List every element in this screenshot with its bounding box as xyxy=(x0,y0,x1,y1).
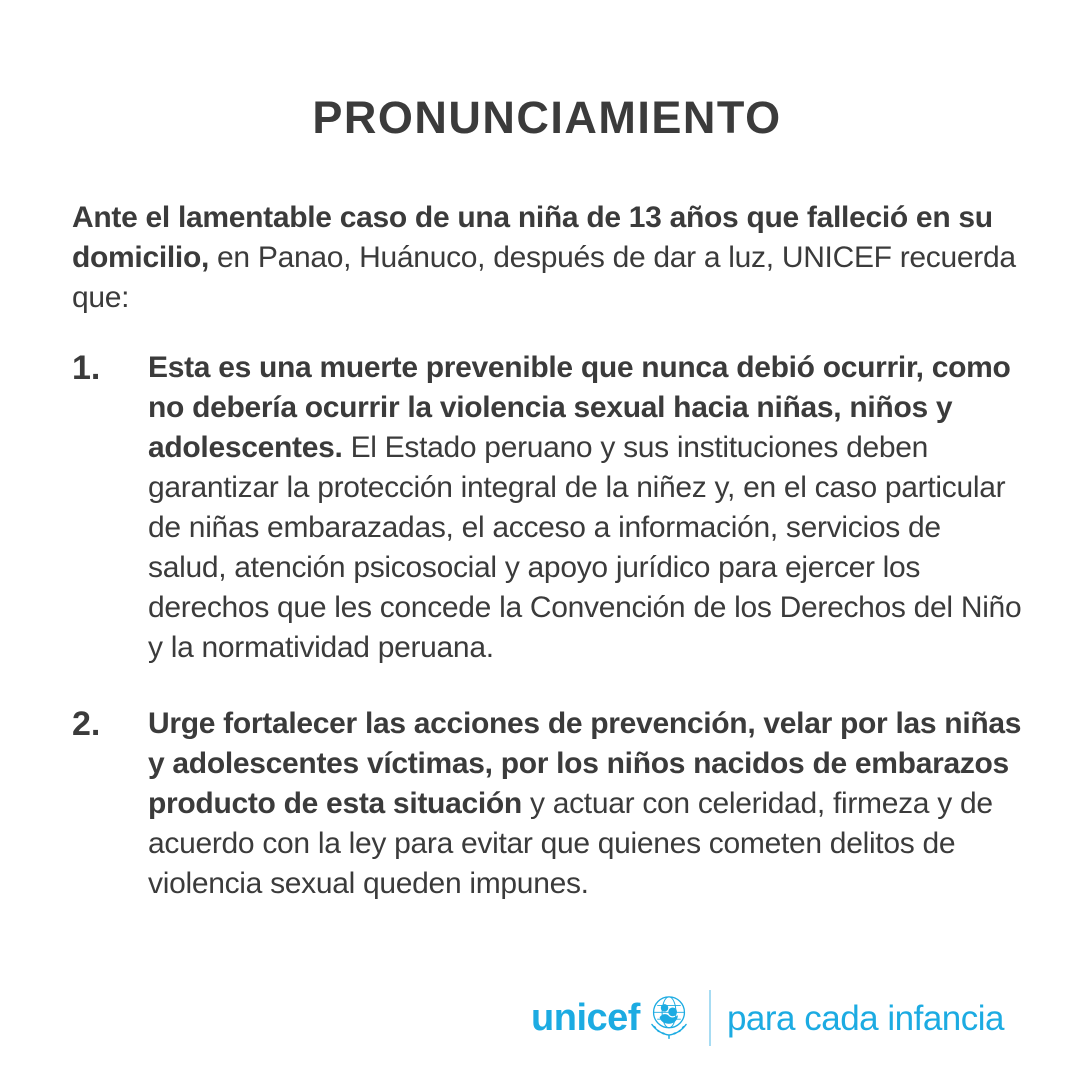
item-2-bold-text: Urge fortalecer las acciones de prevención, velar por las niñas y adolescentes víctimas, por los niños nacidos de embarazos producto de esta situación xyxy=(148,707,1022,820)
item-2-text xyxy=(148,704,1022,904)
item-1-regular-text: El Estado peruano y sus instituciones deben garantizar la protección integral de la niñez y, en el caso particular de niñas embarazadas, el acceso a información, servicios de salud, atención psicosocial y apoyo jurídico para ejercer los derechos que les concede la Convención de los Derechos del Niño y la normatividad peruana. xyxy=(148,431,1022,664)
statement-item-2 xyxy=(72,704,1022,904)
unicef-emblem-icon xyxy=(643,992,695,1044)
logo-divider xyxy=(709,990,711,1046)
item-2-regular-text: y actuar con celeridad, firmeza y de acuerdo con la ley para evitar que quienes cometen delitos de violencia sexual queden impunes. xyxy=(148,787,993,900)
page-title: PRONUNCIAMIENTO xyxy=(312,92,782,143)
intro-bold-text: Ante el lamentable caso de una niña de 13 años que falleció en su domicilio, xyxy=(72,201,993,274)
intro-regular-text: en Panao, Huánuco, después de dar a luz, UNICEF recuerda que: xyxy=(72,241,1016,314)
unicef-wordmark: unicef xyxy=(531,997,640,1039)
item-1-bold-text: Esta es una muerte prevenible que nunca debió ocurrir, como no debería ocurrir la violencia sexual hacia niñas, niños y adolescentes. xyxy=(148,351,1011,464)
item-1-number: 1. xyxy=(72,349,101,387)
unicef-logo xyxy=(531,990,1004,1046)
unicef-tagline: para cada infancia xyxy=(726,998,1004,1038)
intro-paragraph xyxy=(72,198,1022,318)
item-1-text xyxy=(148,348,1022,668)
statement-item-1 xyxy=(72,348,1022,668)
item-2-number: 2. xyxy=(72,705,101,743)
